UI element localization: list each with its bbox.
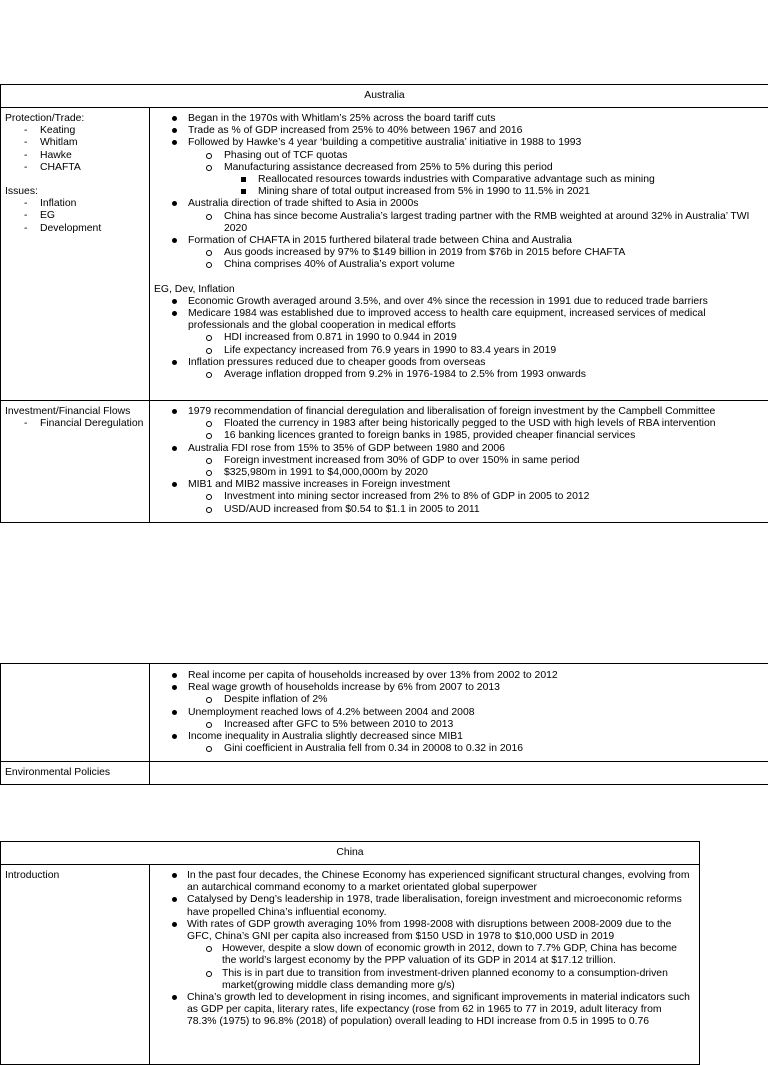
list-item: Australia direction of trade shifted to Asia in 2000s [150,198,762,210]
list-item: - Hawke [5,150,145,162]
bullet-list [150,870,693,1029]
list-item: In the past four decades, the Chinese Economy has experienced significant structural changes, evolving from an autarchical command economy to a market orientated global superpower [150,870,693,894]
list-item: - Keating [5,125,145,137]
row-label: Introduction [5,870,145,882]
row-content-cell [150,865,700,1065]
table-title: Australia [364,90,404,101]
list-item: Foreign investment increased from 30% of GDP to over 150% in same period [150,455,762,467]
list-item: Followed by Hawke’s 4 year ‘building a competitive australia’ initiative in 1988 to 1993 [150,137,762,149]
table-title: China [336,847,363,858]
table-header [1,842,700,865]
table-row [1,865,700,1065]
australia-table-continued [0,663,768,785]
table-row [1,664,768,762]
bullet-list [150,296,762,381]
list-item: Formation of CHAFTA in 2015 furthered bilateral trade between China and Australia [150,235,762,247]
list-item: Income inequality in Australia slightly decreased since MIB1 [150,731,762,743]
list-item: This is in part due to transition from investment-driven planned economy to a consumption-driven market(growing middle class demanding more g/s) [150,968,693,992]
list-item: 1979 recommendation of financial deregulation and liberalisation of foreign investment by the Campbell Committee [150,406,762,418]
issues-label: Issues: [5,186,145,198]
sub-heading: EG, Dev, Inflation [150,284,762,296]
row-label-cell [1,865,150,1065]
row-label: Environmental Policies [5,767,145,779]
list-item: Real wage growth of households increase by 6% from 2007 to 2013 [150,682,762,694]
table-row [1,762,768,785]
list-item: Real income per capita of households increased by over 13% from 2002 to 2012 [150,670,762,682]
row-content-cell [150,762,768,785]
list-item: China comprises 40% of Australia’s export volume [150,259,762,271]
row-label-cell [1,401,150,523]
list-item: Inflation pressures reduced due to cheaper goods from overseas [150,357,762,369]
list-item: Manufacturing assistance decreased from 25% to 5% during this period [150,162,762,174]
list-item: Aus goods increased by 97% to $149 billion in 2019 from $76b in 2015 before CHAFTA [150,247,762,259]
list-item: Unemployment reached lows of 4.2% between 2004 and 2008 [150,707,762,719]
list-item: China has since become Australia’s largest trading partner with the RMB weighted at around 32% in Australia’ TWI 2020 [150,211,762,235]
list-item: However, despite a slow down of economic growth in 2012, down to 7.7% GDP, China has become the world’s largest economy by the PPP valuation of its GDP in 2014 at $17.12 trillion. [150,943,693,967]
bullet-list [150,670,762,755]
list-item: Floated the currency in 1983 after being historically pegged to the USD with high levels of RBA intervention [150,418,762,430]
list-item: - EG [5,210,145,222]
table-header [1,85,768,108]
row-label-cell [1,108,150,401]
bullet-list [150,113,762,272]
list-item: Mining share of total output increased from 5% in 1990 to 11.5% in 2021 [150,186,762,198]
table-row [1,108,768,401]
list-item: Increased after GFC to 5% between 2010 to 2013 [150,719,762,731]
row-label-cell [1,762,150,785]
list-item: Australia FDI rose from 15% to 35% of GDP between 1980 and 2006 [150,443,762,455]
list-item: 16 banking licences granted to foreign banks in 1985, provided cheaper financial services [150,430,762,442]
list-item: Investment into mining sector increased from 2% to 8% of GDP in 2005 to 2012 [150,491,762,503]
list-item: Gini coefficient in Australia fell from 0.34 in 20008 to 0.32 in 2016 [150,743,762,755]
list-item: Economic Growth averaged around 3.5%, and over 4% since the recession in 1991 due to reduced trade barriers [150,296,762,308]
list-item: Trade as % of GDP increased from 25% to 40% between 1967 and 2016 [150,125,762,137]
list-item: - Financial Deregulation [5,418,145,430]
list-item: Medicare 1984 was established due to improved access to health care equipment, increased services of medical professionals and the global cooperation in medical efforts [150,308,762,332]
list-item: Phasing out of TCF quotas [150,150,762,162]
list-item: China’s growth led to development in rising incomes, and significant improvements in material indicators such as GDP per capita, literary rates, life expectancy (rose from 62 in 1965 to 77 in 2019, adult literacy from 78.3% (1975) to 96.8% (2018) of population) overall leading to HDI increase from 0.5 in 1995 to 0.76 [150,992,693,1029]
list-item: MIB1 and MIB2 massive increases in Foreign investment [150,479,762,491]
list-item: Reallocated resources towards industries with Comparative advantage such as mining [150,174,762,186]
list-item: Began in the 1970s with Whitlam’s 25% across the board tariff cuts [150,113,762,125]
row-label-cell [1,664,150,762]
list-item: Life expectancy increased from 76.9 years in 1990 to 83.4 years in 2019 [150,345,762,357]
row-content-cell [150,664,768,762]
row-label: Protection/Trade: [5,113,145,125]
list-item: - Development [5,223,145,235]
row-content-cell [150,108,768,401]
table-row [1,401,768,523]
bullet-list [150,406,762,516]
row-content-cell [150,401,768,523]
list-item: - Inflation [5,198,145,210]
row-label: Investment/Financial Flows [5,406,145,418]
list-item: - CHAFTA [5,162,145,174]
list-item: HDI increased from 0.871 in 1990 to 0.944 in 2019 [150,332,762,344]
list-item: $325,980m in 1991 to $4,000,000m by 2020 [150,467,762,479]
list-item: Average inflation dropped from 9.2% in 1976-1984 to 2.5% from 1993 onwards [150,369,762,381]
australia-table [0,84,768,523]
list-item: USD/AUD increased from $0.54 to $1.1 in 2005 to 2011 [150,504,762,516]
list-item: Despite inflation of 2% [150,694,762,706]
list-item: - Whitlam [5,137,145,149]
list-item: With rates of GDP growth averaging 10% from 1998-2008 with disruptions between 2008-2009 due to the GFC, China’s GNI per capita also increased from $150 USD in 1978 to $10,000 USD in 2019 [150,919,693,943]
list-item: Catalysed by Deng’s leadership in 1978, trade liberalisation, foreign investment and microeconomic reforms have propelled China’s influential economy. [150,894,693,918]
china-table [0,841,700,1065]
